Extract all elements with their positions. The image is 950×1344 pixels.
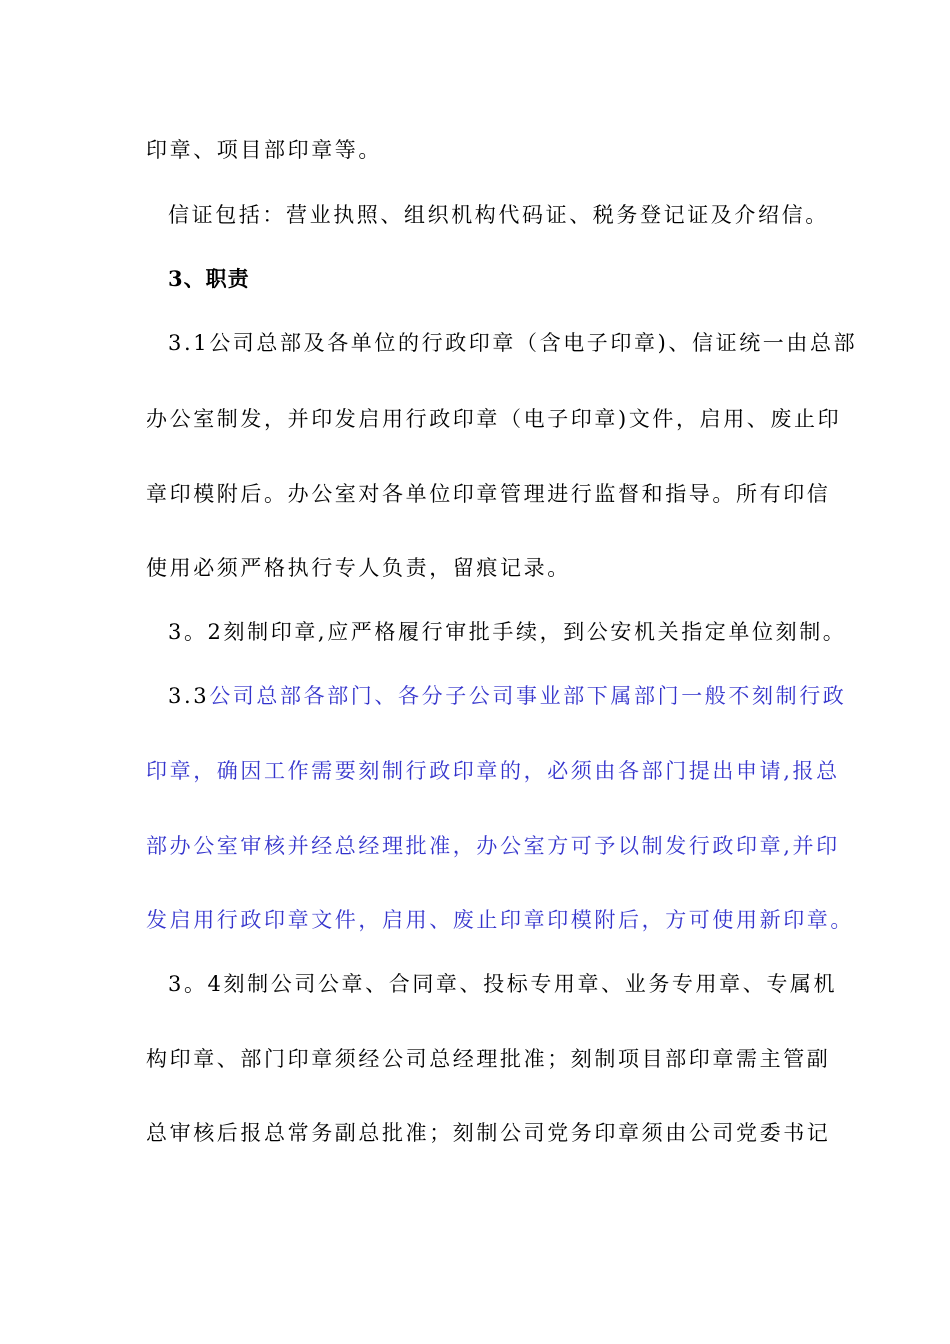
text-line-3-3-a xyxy=(168,681,847,711)
text-line-3-1-a: 3.1公司总部及各单位的行政印章（含电子印章)、信证统一由总部 xyxy=(168,331,858,355)
section-heading: 3、职责 xyxy=(168,266,250,291)
text-line-3-4-a: 3。4刻制公司公章、合同章、投标专用章、业务专用章、专属机 xyxy=(168,972,838,996)
text-line-2: 信证包括：营业执照、组织机构代码证、税务登记证及介绍信。 xyxy=(168,203,829,227)
text-line-3-3-d: 发启用行政印章文件，启用、废止印章印模附后，方可使用新印章。 xyxy=(146,908,854,932)
clause-number: 3.3 xyxy=(168,684,210,708)
text-line-3-2: 3。2刻制印章,应严格履行审批手续，到公安机关指定单位刻制。 xyxy=(168,620,847,644)
text-line-3-4-b: 构印章、部门印章须经公司总经理批准；刻制项目部印章需主管副 xyxy=(146,1047,831,1071)
text-line-3-3-b: 印章，确因工作需要刻制行政印章的，必须由各部门提出申请,报总 xyxy=(146,759,840,783)
text-line-3-3-c: 部办公室审核并经总经理批准，办公室方可予以制发行政印章,并印 xyxy=(146,834,840,858)
text-line-1: 印章、项目部印章等。 xyxy=(146,138,382,162)
text-line-3-1-c: 章印模附后。办公室对各单位印章管理进行监督和指导。所有印信 xyxy=(146,482,831,506)
text-line-3-1-b: 办公室制发，并印发启用行政印章（电子印章)文件，启用、废止印 xyxy=(146,407,842,431)
highlighted-text: 公司总部各部门、各分子公司事业部下属部门一般不刻制行政 xyxy=(209,684,847,708)
text-line-3-4-c: 总审核后报总常务副总批准；刻制公司党务印章须由公司党委书记 xyxy=(146,1121,831,1145)
text-line-3-1-d: 使用必须严格执行专人负责，留痕记录。 xyxy=(146,556,571,580)
